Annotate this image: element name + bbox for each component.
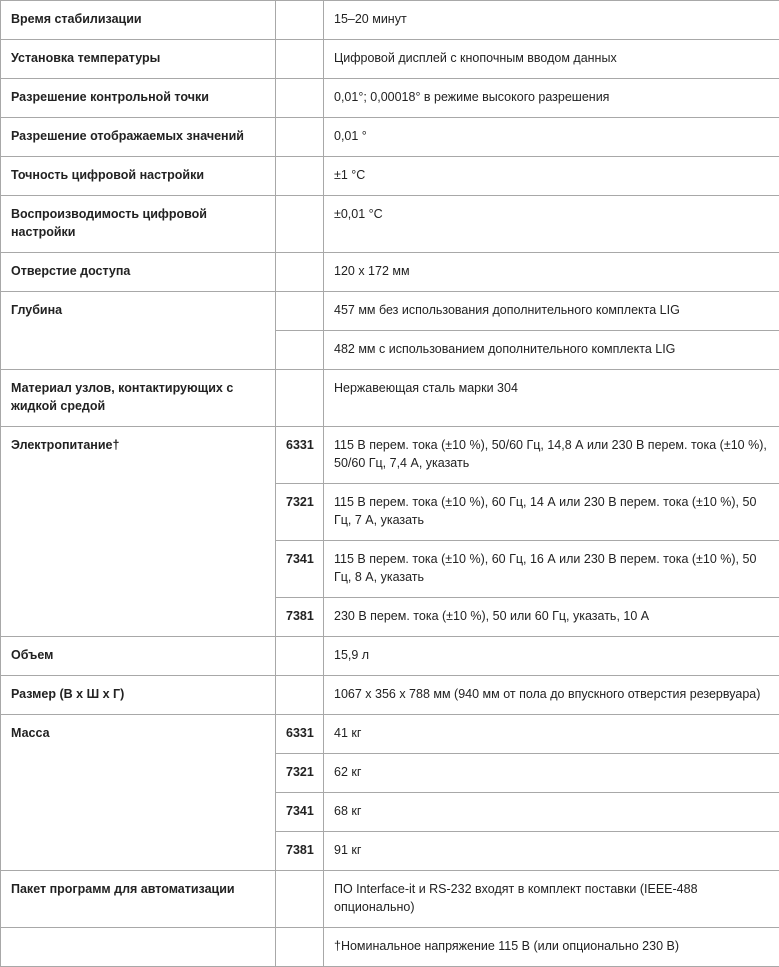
- row-value: 0,01 °: [324, 118, 779, 157]
- table-row-temperature-setting: [1, 40, 779, 79]
- model-number: 6331: [276, 715, 324, 754]
- model-cell-empty: [276, 370, 324, 427]
- model-cell-empty: [276, 871, 324, 928]
- row-value: Цифровой дисплей с кнопочным вводом данных: [324, 40, 779, 79]
- model-cell-empty: [276, 253, 324, 292]
- row-value: Нержавеющая сталь марки 304: [324, 370, 779, 427]
- row-value: ±0,01 °C: [324, 196, 779, 253]
- table-row-mass: [1, 715, 779, 754]
- table-row-control-point-resolution: [1, 79, 779, 118]
- row-value: 68 кг: [324, 793, 779, 832]
- row-label: Электропитание†: [1, 427, 276, 637]
- model-number: 7381: [276, 832, 324, 871]
- table-row-access-opening: [1, 253, 779, 292]
- table-row-depth: [1, 292, 779, 331]
- row-label: Глубина: [1, 292, 276, 370]
- row-value: 0,01°; 0,00018° в режиме высокого разрешения: [324, 79, 779, 118]
- row-value: 120 x 172 мм: [324, 253, 779, 292]
- row-value: 1067 x 356 x 788 мм (940 мм от пола до впускного отверстия резервуара): [324, 676, 779, 715]
- table-row-footnote: [1, 928, 779, 967]
- model-cell-empty: [276, 928, 324, 967]
- row-value: 115 В перем. тока (±10 %), 50/60 Гц, 14,8 А или 230 В перем. тока (±10 %), 50/60 Гц, 7,4 А, указать: [324, 427, 779, 484]
- table-row-digital-repeatability: [1, 196, 779, 253]
- row-label: Масса: [1, 715, 276, 871]
- row-label: Разрешение отображаемых значений: [1, 118, 276, 157]
- row-label: Объем: [1, 637, 276, 676]
- model-cell-empty: [276, 196, 324, 253]
- model-cell-empty: [276, 676, 324, 715]
- row-value: ПО Interface-it и RS-232 входят в комплект поставки (IEEE-488 опционально): [324, 871, 779, 928]
- table-row-display-resolution: [1, 118, 779, 157]
- model-number: 6331: [276, 427, 324, 484]
- row-label: Отверстие доступа: [1, 253, 276, 292]
- model-cell-empty: [276, 79, 324, 118]
- table-row-wetted-material: [1, 370, 779, 427]
- row-label: Время стабилизации: [1, 1, 276, 40]
- row-value: 91 кг: [324, 832, 779, 871]
- model-cell-empty: [276, 292, 324, 331]
- model-number: 7381: [276, 598, 324, 637]
- table-row-power: [1, 427, 779, 484]
- row-value: 230 В перем. тока (±10 %), 50 или 60 Гц, указать, 10 А: [324, 598, 779, 637]
- row-label: Материал узлов, контактирующих с жидкой средой: [1, 370, 276, 427]
- table-row-digital-accuracy: [1, 157, 779, 196]
- row-label: Установка температуры: [1, 40, 276, 79]
- row-label-empty: [1, 928, 276, 967]
- row-value: 457 мм без использования дополнительного комплекта LIG: [324, 292, 779, 331]
- table-row-volume: [1, 637, 779, 676]
- row-label: Пакет программ для автоматизации: [1, 871, 276, 928]
- row-label: Точность цифровой настройки: [1, 157, 276, 196]
- row-value: 482 мм с использованием дополнительного комплекта LIG: [324, 331, 779, 370]
- model-cell-empty: [276, 118, 324, 157]
- model-number: 7341: [276, 793, 324, 832]
- model-cell-empty: [276, 157, 324, 196]
- row-value: 115 В перем. тока (±10 %), 60 Гц, 16 А или 230 В перем. тока (±10 %), 50 Гц, 8 А, указать: [324, 541, 779, 598]
- table-row-stabilization-time: [1, 1, 779, 40]
- row-value: 41 кг: [324, 715, 779, 754]
- model-cell-empty: [276, 637, 324, 676]
- model-number: 7321: [276, 754, 324, 793]
- model-cell-empty: [276, 331, 324, 370]
- model-cell-empty: [276, 40, 324, 79]
- model-cell-empty: [276, 1, 324, 40]
- row-value: ±1 °C: [324, 157, 779, 196]
- footnote-text: †Номинальное напряжение 115 В (или опционально 230 В): [324, 928, 779, 967]
- model-number: 7341: [276, 541, 324, 598]
- model-number: 7321: [276, 484, 324, 541]
- row-label: Воспроизводимость цифровой настройки: [1, 196, 276, 253]
- table-row-automation-software: [1, 871, 779, 928]
- table-row-size: [1, 676, 779, 715]
- row-value: 15–20 минут: [324, 1, 779, 40]
- row-value: 115 В перем. тока (±10 %), 60 Гц, 14 А или 230 В перем. тока (±10 %), 50 Гц, 7 А, указать: [324, 484, 779, 541]
- row-value: 15,9 л: [324, 637, 779, 676]
- row-label: Размер (В x Ш x Г): [1, 676, 276, 715]
- row-value: 62 кг: [324, 754, 779, 793]
- row-label: Разрешение контрольной точки: [1, 79, 276, 118]
